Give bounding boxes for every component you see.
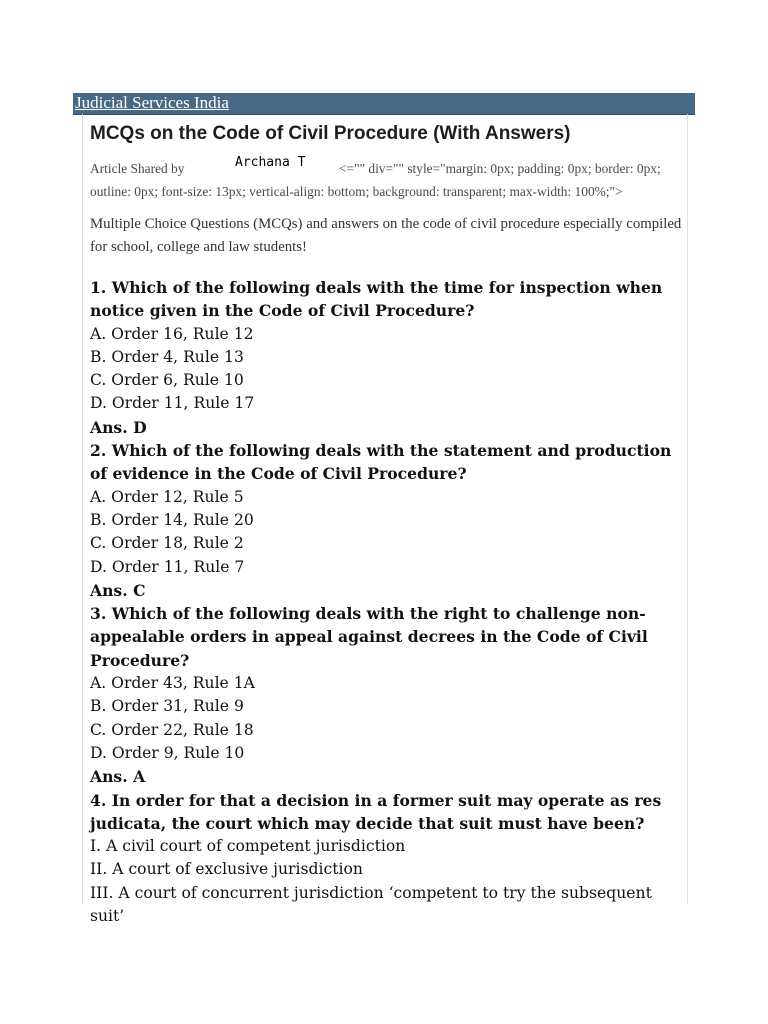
question-text: 4. In order for that a decision in a former suit may operate as res judicata, the court which may decide that suit must have been?: [90, 790, 662, 833]
question-item: [90, 439, 686, 602]
answer-option: C. Order 6, Rule 10: [90, 371, 244, 390]
question-text: 1. Which of the following deals with the time for inspection when notice given in the Code of Civil Procedure?: [90, 278, 663, 321]
question-text: 3. Which of the following deals with the right to challenge non-appealable orders in appeal against decrees in the Code of Civil Procedure?: [90, 604, 648, 670]
answer-option: A. Order 43, Rule 1A: [90, 674, 255, 693]
answer-option: C. Order 22, Rule 18: [90, 720, 254, 739]
article-byline: [90, 155, 680, 199]
question-text: 2. Which of the following deals with the statement and production of evidence in the Code of Civil Procedure?: [90, 441, 672, 484]
answer-key: Ans. A: [90, 767, 146, 787]
answer-option: B. Order 4, Rule 13: [90, 347, 244, 366]
stray-markup-line-2: outline: 0px; font-size: 13px; vertical-align: bottom; background: transparent; max-width: 100%;">: [90, 184, 623, 199]
answer-option: II. A court of exclusive jurisdiction: [90, 860, 363, 879]
answer-option: B. Order 31, Rule 9: [90, 697, 244, 716]
answer-option: D. Order 11, Rule 17: [90, 394, 255, 413]
stray-markup-line-1: <="" div="" style="margin: 0px; padding: 0px; border: 0px;: [339, 161, 661, 176]
answer-option: D. Order 11, Rule 7: [90, 557, 245, 576]
article-intro: Multiple Choice Questions (MCQs) and answers on the code of civil procedure especially compiled for school, college and law students!: [90, 216, 682, 255]
shared-by-label: Article Shared by: [90, 161, 185, 176]
question-item: [90, 789, 686, 929]
question-item: [90, 276, 686, 439]
answer-option: D. Order 9, Rule 10: [90, 743, 245, 762]
answer-option: A. Order 12, Rule 5: [90, 487, 244, 506]
answer-key: Ans. C: [90, 580, 146, 600]
question-list: [90, 276, 686, 928]
answer-option: C. Order 18, Rule 2: [90, 534, 244, 553]
question-item: [90, 602, 686, 788]
answer-option: B. Order 14, Rule 20: [90, 510, 254, 529]
answer-option: A. Order 16, Rule 12: [90, 324, 254, 343]
answer-key: Ans. D: [90, 417, 147, 437]
site-header-bar: [73, 93, 695, 115]
author-name: Archana T: [235, 155, 306, 170]
article-title: MCQs on the Code of Civil Procedure (With Answers): [90, 123, 571, 144]
answer-option: I. A civil court of competent jurisdiction: [90, 837, 406, 856]
site-name-link[interactable]: Judicial Services India: [75, 93, 229, 112]
answer-option: III. A court of concurrent jurisdiction ‘competent to try the subsequent suit’: [90, 883, 652, 926]
